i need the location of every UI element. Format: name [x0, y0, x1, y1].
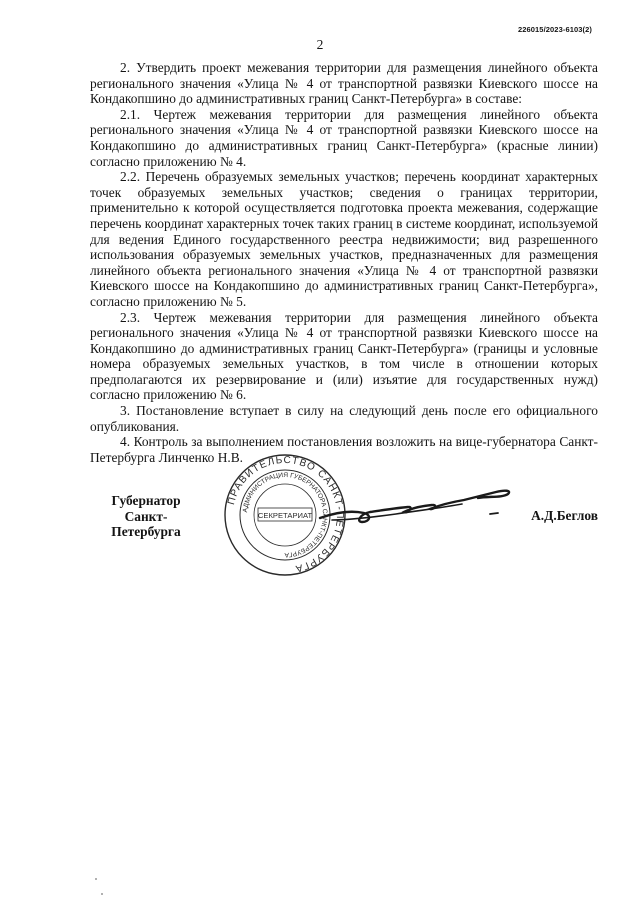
signer-title-line1: Губернатор	[111, 493, 181, 508]
paragraph-4: 4. Контроль за выполнением постановления возложить на вице-губернатора Санкт-Петербурга Линченко Н.В.	[90, 434, 598, 465]
signature-block	[90, 450, 598, 600]
signer-title-line2: Санкт-Петербурга	[111, 508, 181, 540]
document-body	[90, 60, 598, 465]
scan-artifact	[101, 893, 103, 895]
paragraph-3: 3. Постановление вступает в силу на следующий день после его официального опубликования.	[90, 403, 598, 434]
signer-name: А.Д.Беглов	[531, 508, 598, 523]
scan-artifact	[95, 878, 97, 880]
paragraph-2: 2. Утвердить проект межевания территории для размещения линейного объекта регионального значения «Улица № 4 от транспортной развязки Киевского шоссе на Кондакопшино до административных границ Санкт-Петербурга» в составе:	[90, 60, 598, 107]
handwritten-signature	[312, 480, 517, 532]
seal-center-text: СЕКРЕТАРИАТ	[257, 511, 313, 520]
paragraph-2-2: 2.2. Перечень образуемых земельных участков; перечень координат характерных точек образуемых земельных участков; сведения о границах территории, применительно к которой осуществляется подготовка проекта межевания, содержащие перечень координат характерных точек таких границ в системе координат, используемой для ведения Единого государственного реестра недвижимости; вид разрешенного использования образуемых земельных участков, предназначенных для размещения линейного объекта регионального значения «Улица № 4 от транспортной развязки Киевского шоссе на Кондакопшино до административных границ Санкт-Петербурга», согласно приложению № 5.	[90, 169, 598, 309]
paragraph-2-3: 2.3. Чертеж межевания территории для размещения линейного объекта регионального значения «Улица № 4 от транспортной развязки Киевского шоссе на Кондакопшино до административных границ Санкт-Петербурга» (границы и условные номера образуемых земельных участков, в том числе в отношении которых предполагаются их резервирование и (или) изъятие для государственных нужд) согласно приложению № 6.	[90, 309, 598, 403]
document-id: 226015/2023-6103(2)	[517, 25, 592, 34]
signer-title	[90, 493, 202, 540]
paragraph-2-1: 2.1. Чертеж межевания территории для размещения линейного объекта регионального значения «Улица № 4 от транспортной развязки Киевского шоссе на Кондакопшино до административных границ Санкт-Петербурга» (красные линии) согласно приложению № 4.	[90, 106, 598, 169]
seal-outer-text: ПРАВИТЕЛЬСТВО САНКТ-ПЕТЕРБУРГА	[226, 454, 346, 575]
page-number: 2	[316, 37, 324, 52]
seal-inner-text: АДМИНИСТРАЦИЯ ГУБЕРНАТОРА САНКТ-ПЕТЕРБУРГА	[242, 471, 329, 559]
